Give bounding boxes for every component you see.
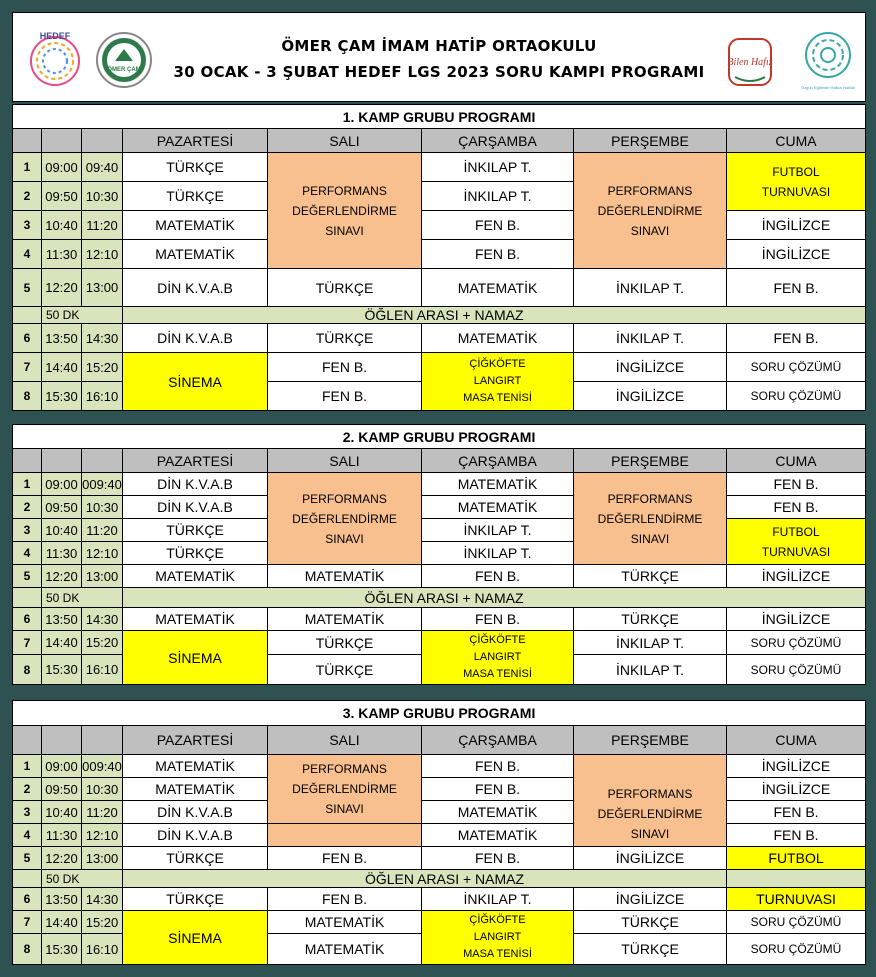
- end-time: 10:30: [82, 182, 123, 211]
- start-time: 09:50: [42, 496, 82, 519]
- lesson-cell: MATEMATİK: [123, 565, 268, 588]
- lesson-number: 6: [13, 888, 42, 911]
- lesson-cell: FEN B.: [268, 847, 422, 870]
- svg-text:HEDEF: HEDEF: [39, 31, 71, 41]
- lesson-cell: SORU ÇÖZÜMÜ: [727, 353, 866, 382]
- lesson-cell: MATEMATİK: [123, 755, 268, 778]
- lesson-number: 3: [13, 801, 42, 824]
- lesson-cell: MATEMATİK: [123, 240, 268, 269]
- end-time: 13:00: [82, 847, 123, 870]
- header-blank: [82, 726, 123, 755]
- activity-cell: ÇİĞKÖFTE LANGIRT MASA TENİSİ: [422, 631, 574, 685]
- lesson-cell: FEN B.: [422, 778, 574, 801]
- lesson-cell: FEN B.: [727, 473, 866, 496]
- lesson-number: 1: [13, 473, 42, 496]
- lesson-number: 6: [13, 608, 42, 631]
- performance-exam-cell: PERFORMANS DEĞERLENDİRME SINAVI: [574, 473, 727, 565]
- tournament-cell: TURNUVASI: [727, 888, 866, 911]
- end-time: 11:20: [82, 519, 123, 542]
- end-time: 11:20: [82, 211, 123, 240]
- end-time: 009:40: [82, 473, 123, 496]
- activity-cell: ÇİĞKÖFTE LANGIRT MASA TENİSİ: [422, 911, 574, 965]
- lesson-cell: DİN K.V.A.B: [123, 473, 268, 496]
- start-time: 09:50: [42, 182, 82, 211]
- lesson-cell: İNGİLİZCE: [727, 240, 866, 269]
- day-header: PAZARTESİ: [123, 449, 268, 473]
- day-header: ÇARŞAMBA: [422, 129, 574, 153]
- svg-text:Özgün Eğitimde Halkla Halkalı: Özgün Eğitimde Halkla Halkalı: [800, 85, 856, 90]
- performance-exam-cell: PERFORMANS DEĞERLENDİRME SINAVI: [574, 755, 727, 847]
- lesson-number: 4: [13, 240, 42, 269]
- lesson-number: 5: [13, 565, 42, 588]
- header-blank: [42, 726, 82, 755]
- lesson-cell: İNKILAP T.: [422, 519, 574, 542]
- lesson-number: 3: [13, 519, 42, 542]
- start-time: 09:00: [42, 755, 82, 778]
- lesson-cell: İNGİLİZCE: [574, 888, 727, 911]
- lesson-cell: İNGİLİZCE: [574, 847, 727, 870]
- start-time: 15:30: [42, 655, 82, 685]
- lunch-duration: 50 DK: [42, 307, 123, 324]
- lesson-number: 6: [13, 324, 42, 353]
- lesson-cell: İNGİLİZCE: [727, 211, 866, 240]
- lesson-number: 7: [13, 911, 42, 934]
- lunch-blank: [13, 588, 42, 608]
- lunch-label: ÖĞLEN ARASI + NAMAZ: [123, 307, 866, 324]
- performance-exam-cell: PERFORMANS DEĞERLENDİRME SINAVI: [268, 153, 422, 269]
- start-time: 13:50: [42, 888, 82, 911]
- lesson-cell: TÜRKÇE: [268, 269, 422, 307]
- day-header: PERŞEMBE: [574, 726, 727, 755]
- lesson-cell: FEN B.: [268, 382, 422, 411]
- day-header: PAZARTESİ: [123, 726, 268, 755]
- lesson-cell: İNKILAP T.: [422, 153, 574, 182]
- lesson-cell: TÜRKÇE: [268, 324, 422, 353]
- lesson-cell: FEN B.: [727, 269, 866, 307]
- football-cell: FUTBOL: [727, 847, 866, 870]
- lesson-cell: DİN K.V.A.B: [123, 496, 268, 519]
- cinema-cell: SİNEMA: [123, 911, 268, 965]
- lesson-cell: İNKILAP T.: [422, 542, 574, 565]
- day-header: CUMA: [727, 129, 866, 153]
- group-title: 3. KAMP GRUBU PROGRAMI: [13, 701, 866, 726]
- lesson-cell: TÜRKÇE: [268, 655, 422, 685]
- lunch-label: ÖĞLEN ARASI + NAMAZ: [123, 870, 727, 888]
- lesson-cell: İNKILAP T.: [422, 888, 574, 911]
- day-header: ÇARŞAMBA: [422, 726, 574, 755]
- football-tournament-cell: FUTBOL TURNUVASI: [727, 153, 866, 211]
- day-header: CUMA: [727, 449, 866, 473]
- lesson-cell: SORU ÇÖZÜMÜ: [727, 911, 866, 934]
- end-time: 15:20: [82, 911, 123, 934]
- school-title: ÖMER ÇAM İMAM HATİP ORTAOKULU: [281, 37, 597, 55]
- lesson-number: 3: [13, 211, 42, 240]
- header-blank: [42, 449, 82, 473]
- group-3-table: [12, 700, 866, 965]
- lesson-cell: İNKILAP T.: [574, 324, 727, 353]
- cinema-cell: SİNEMA: [123, 353, 268, 411]
- lesson-number: 2: [13, 778, 42, 801]
- lesson-cell: MATEMATİK: [422, 324, 574, 353]
- header-blank: [13, 129, 42, 153]
- start-time: 13:50: [42, 608, 82, 631]
- lesson-number: 8: [13, 655, 42, 685]
- lunch-blank: [13, 307, 42, 324]
- lesson-cell: MATEMATİK: [123, 211, 268, 240]
- lesson-cell: TÜRKÇE: [574, 565, 727, 588]
- lunch-label: ÖĞLEN ARASI + NAMAZ: [123, 588, 866, 608]
- lesson-cell: İNGİLİZCE: [727, 755, 866, 778]
- start-time: 11:30: [42, 824, 82, 847]
- day-header: SALI: [268, 449, 422, 473]
- header-blank: [13, 726, 42, 755]
- lesson-cell: FEN B.: [727, 801, 866, 824]
- lesson-number: 2: [13, 496, 42, 519]
- lesson-cell: FEN B.: [422, 240, 574, 269]
- activity-cell: ÇİĞKÖFTE LANGIRT MASA TENİSİ: [422, 353, 574, 411]
- lesson-cell: MATEMATİK: [123, 778, 268, 801]
- start-time: 15:30: [42, 382, 82, 411]
- start-time: 12:20: [42, 565, 82, 588]
- day-header: PERŞEMBE: [574, 129, 727, 153]
- day-header: PAZARTESİ: [123, 129, 268, 153]
- start-time: 10:40: [42, 801, 82, 824]
- day-header: SALI: [268, 129, 422, 153]
- end-time: 12:10: [82, 542, 123, 565]
- header-blank: [82, 449, 123, 473]
- lesson-cell: İNGİLİZCE: [574, 382, 727, 411]
- end-time: 15:20: [82, 353, 123, 382]
- lesson-cell: DİN K.V.A.B: [123, 801, 268, 824]
- lunch-duration: 50 DK: [42, 870, 123, 888]
- lesson-cell: TÜRKÇE: [123, 888, 268, 911]
- lesson-number: 8: [13, 382, 42, 411]
- lesson-cell: İNKILAP T.: [574, 631, 727, 655]
- end-time: 12:10: [82, 240, 123, 269]
- header-blank: [13, 449, 42, 473]
- lesson-cell: DİN K.V.A.B: [123, 324, 268, 353]
- lesson-cell: SORU ÇÖZÜMÜ: [727, 655, 866, 685]
- end-time: 11:20: [82, 801, 123, 824]
- group-title: 2. KAMP GRUBU PROGRAMI: [13, 425, 866, 449]
- end-time: 16:10: [82, 934, 123, 965]
- group-2-table: [12, 424, 866, 685]
- lesson-cell: İNGİLİZCE: [727, 778, 866, 801]
- start-time: 11:30: [42, 240, 82, 269]
- lesson-number: 5: [13, 847, 42, 870]
- end-time: 16:10: [82, 655, 123, 685]
- header-blank: [82, 129, 123, 153]
- lesson-number: 7: [13, 631, 42, 655]
- lesson-cell: MATEMATİK: [422, 824, 574, 847]
- start-time: 15:30: [42, 934, 82, 965]
- lesson-cell: TÜRKÇE: [123, 182, 268, 211]
- start-time: 13:50: [42, 324, 82, 353]
- lesson-cell: MATEMATİK: [422, 473, 574, 496]
- lunch-blank: [13, 870, 42, 888]
- lunch-blank: [727, 870, 866, 888]
- end-time: 14:30: [82, 608, 123, 631]
- end-time: 16:10: [82, 382, 123, 411]
- lesson-cell: MATEMATİK: [422, 269, 574, 307]
- start-time: 09:00: [42, 473, 82, 496]
- lesson-cell: MATEMATİK: [268, 911, 422, 934]
- program-subtitle: 30 OCAK - 3 ŞUBAT HEDEF LGS 2023 SORU KAMPI PROGRAMI: [173, 63, 705, 81]
- end-time: 009:40: [82, 755, 123, 778]
- start-time: 11:30: [42, 542, 82, 565]
- lesson-number: 1: [13, 755, 42, 778]
- lesson-cell: SORU ÇÖZÜMÜ: [727, 934, 866, 965]
- lesson-cell: İNGİLİZCE: [574, 353, 727, 382]
- bilen-hafiz-logo: [725, 33, 775, 91]
- end-time: 13:00: [82, 565, 123, 588]
- day-header: ÇARŞAMBA: [422, 449, 574, 473]
- lesson-cell: FEN B.: [268, 888, 422, 911]
- start-time: 14:40: [42, 911, 82, 934]
- day-header: PERŞEMBE: [574, 449, 727, 473]
- lesson-number: 1: [13, 153, 42, 182]
- performance-exam-cell-extension: [268, 824, 422, 847]
- start-time: 12:20: [42, 269, 82, 307]
- end-time: 15:20: [82, 631, 123, 655]
- lesson-cell: DİN K.V.A.B: [123, 269, 268, 307]
- performance-exam-cell: PERFORMANS DEĞERLENDİRME SINAVI: [268, 473, 422, 565]
- lesson-cell: FEN B.: [422, 565, 574, 588]
- lesson-number: 8: [13, 934, 42, 965]
- lesson-cell: TÜRKÇE: [123, 542, 268, 565]
- svg-text:Bilen Hafız: Bilen Hafız: [727, 57, 773, 68]
- lesson-number: 7: [13, 353, 42, 382]
- end-time: 14:30: [82, 888, 123, 911]
- performance-exam-cell: PERFORMANS DEĞERLENDİRME SINAVI: [574, 153, 727, 269]
- svg-text:ÖMER ÇAM: ÖMER ÇAM: [107, 67, 141, 73]
- lesson-number: 5: [13, 269, 42, 307]
- header-blank: [42, 129, 82, 153]
- page-header: [12, 12, 866, 102]
- lesson-cell: TÜRKÇE: [574, 608, 727, 631]
- lesson-cell: FEN B.: [727, 824, 866, 847]
- group-1-table: [12, 104, 866, 411]
- lesson-cell: TÜRKÇE: [574, 911, 727, 934]
- end-time: 10:30: [82, 778, 123, 801]
- lesson-cell: TÜRKÇE: [268, 631, 422, 655]
- start-time: 09:50: [42, 778, 82, 801]
- end-time: 10:30: [82, 496, 123, 519]
- lesson-cell: İNGİLİZCE: [727, 608, 866, 631]
- start-time: 12:20: [42, 847, 82, 870]
- lesson-cell: MATEMATİK: [422, 801, 574, 824]
- lesson-number: 2: [13, 182, 42, 211]
- start-time: 09:00: [42, 153, 82, 182]
- lesson-cell: FEN B.: [268, 353, 422, 382]
- start-time: 10:40: [42, 211, 82, 240]
- end-time: 09:40: [82, 153, 123, 182]
- ozel-egitim-logo: [797, 27, 859, 93]
- lesson-cell: MATEMATİK: [268, 608, 422, 631]
- lesson-cell: İNKILAP T.: [574, 655, 727, 685]
- performance-exam-cell: PERFORMANS DEĞERLENDİRME SINAVI: [268, 755, 422, 824]
- end-time: 12:10: [82, 824, 123, 847]
- lesson-cell: FEN B.: [422, 211, 574, 240]
- lesson-cell: FEN B.: [727, 324, 866, 353]
- lesson-cell: TÜRKÇE: [123, 153, 268, 182]
- start-time: 14:40: [42, 631, 82, 655]
- end-time: 13:00: [82, 269, 123, 307]
- end-time: 14:30: [82, 324, 123, 353]
- lunch-duration: 50 DK: [42, 588, 123, 608]
- start-time: 10:40: [42, 519, 82, 542]
- lesson-cell: MATEMATİK: [268, 934, 422, 965]
- lesson-cell: MATEMATİK: [422, 496, 574, 519]
- lesson-number: 4: [13, 542, 42, 565]
- lesson-cell: FEN B.: [422, 608, 574, 631]
- group-title: 1. KAMP GRUBU PROGRAMI: [13, 105, 866, 129]
- lesson-cell: FEN B.: [422, 755, 574, 778]
- lesson-cell: TÜRKÇE: [123, 519, 268, 542]
- lesson-cell: SORU ÇÖZÜMÜ: [727, 631, 866, 655]
- lesson-cell: FEN B.: [422, 847, 574, 870]
- lesson-cell: SORU ÇÖZÜMÜ: [727, 382, 866, 411]
- lesson-cell: TÜRKÇE: [123, 847, 268, 870]
- start-time: 14:40: [42, 353, 82, 382]
- football-tournament-cell: FUTBOL TURNUVASI: [727, 519, 866, 565]
- lesson-cell: İNKILAP T.: [574, 269, 727, 307]
- lesson-cell: MATEMATİK: [123, 608, 268, 631]
- lesson-cell: MATEMATİK: [268, 565, 422, 588]
- day-header: SALI: [268, 726, 422, 755]
- lesson-number: 4: [13, 824, 42, 847]
- lesson-cell: DİN K.V.A.B: [123, 824, 268, 847]
- lesson-cell: İNGİLİZCE: [727, 565, 866, 588]
- cinema-cell: SİNEMA: [123, 631, 268, 685]
- lesson-cell: İNKILAP T.: [422, 182, 574, 211]
- lesson-cell: TÜRKÇE: [574, 934, 727, 965]
- day-header: CUMA: [727, 726, 866, 755]
- lesson-cell: FEN B.: [727, 496, 866, 519]
